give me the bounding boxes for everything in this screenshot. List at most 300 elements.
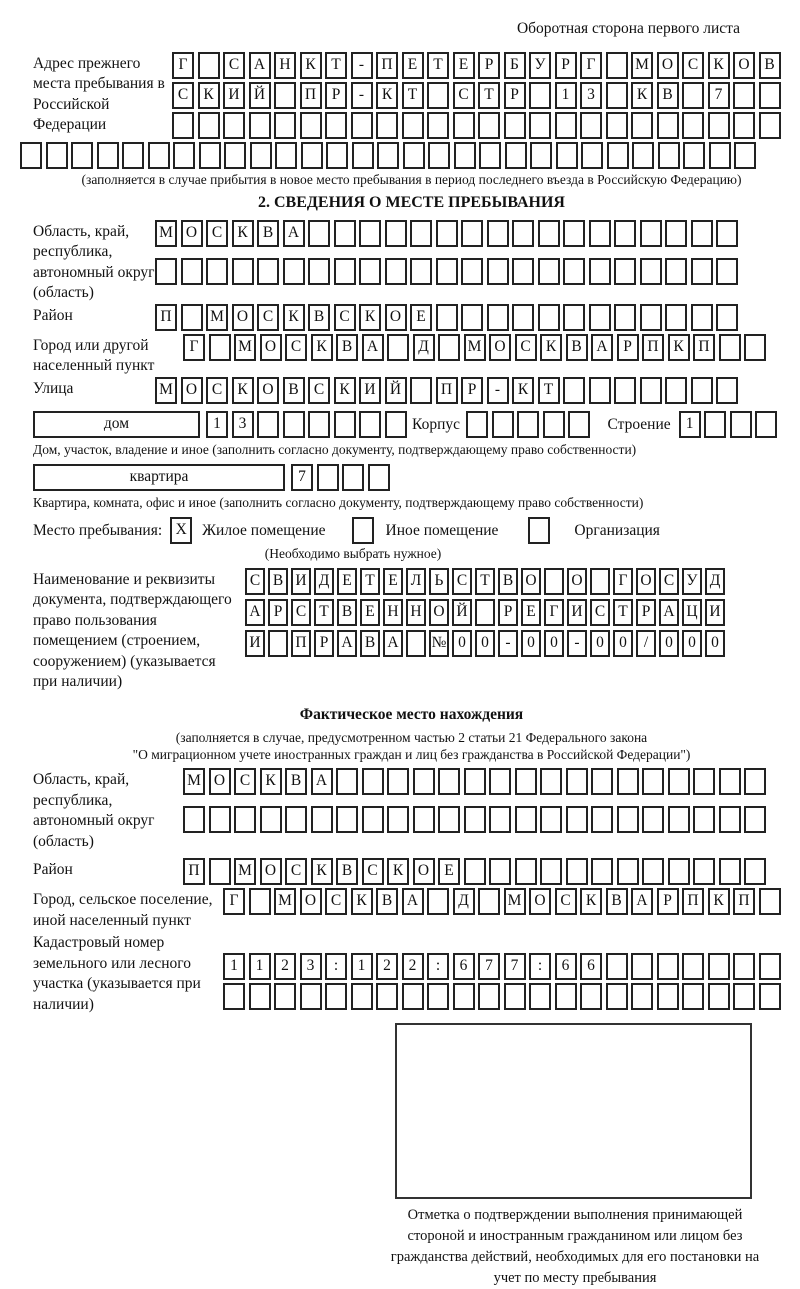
char-cell[interactable] <box>568 411 590 438</box>
char-cell[interactable] <box>556 142 578 169</box>
char-cell[interactable]: Е <box>337 568 357 595</box>
char-cell[interactable]: - <box>567 630 587 657</box>
char-cell[interactable]: А <box>311 768 333 795</box>
char-cell[interactable] <box>744 768 766 795</box>
char-cell[interactable] <box>759 112 781 139</box>
char-cell[interactable] <box>716 220 738 247</box>
char-cell[interactable] <box>538 258 560 285</box>
char-cell[interactable]: Й <box>452 599 472 626</box>
char-cell[interactable]: У <box>682 568 702 595</box>
char-cell[interactable]: К <box>232 220 254 247</box>
char-cell[interactable] <box>512 304 534 331</box>
char-cell[interactable] <box>657 983 679 1010</box>
char-cell[interactable] <box>352 142 374 169</box>
char-cell[interactable]: Р <box>504 82 526 109</box>
char-cell[interactable]: П <box>693 334 715 361</box>
char-cell[interactable]: Д <box>705 568 725 595</box>
char-cell[interactable]: : <box>427 953 449 980</box>
char-cell[interactable] <box>209 806 231 833</box>
char-cell[interactable] <box>617 858 639 885</box>
char-cell[interactable] <box>538 220 560 247</box>
char-cell[interactable] <box>668 806 690 833</box>
char-cell[interactable] <box>529 112 551 139</box>
char-cell[interactable] <box>464 806 486 833</box>
char-cell[interactable]: К <box>359 304 381 331</box>
char-cell[interactable]: М <box>183 768 205 795</box>
char-cell[interactable]: К <box>198 82 220 109</box>
char-cell[interactable] <box>385 258 407 285</box>
char-cell[interactable]: 1 <box>679 411 701 438</box>
char-cell[interactable] <box>234 806 256 833</box>
char-cell[interactable]: О <box>636 568 656 595</box>
char-cell[interactable] <box>274 82 296 109</box>
char-cell[interactable] <box>359 220 381 247</box>
char-cell[interactable]: О <box>413 858 435 885</box>
char-cell[interactable] <box>232 258 254 285</box>
char-cell[interactable] <box>300 983 322 1010</box>
char-cell[interactable]: О <box>733 52 755 79</box>
char-cell[interactable] <box>325 112 347 139</box>
char-cell[interactable] <box>336 768 358 795</box>
char-cell[interactable] <box>223 983 245 1010</box>
char-cell[interactable] <box>198 52 220 79</box>
char-cell[interactable] <box>665 220 687 247</box>
char-cell[interactable]: А <box>383 630 403 657</box>
char-cell[interactable]: Е <box>402 52 424 79</box>
char-cell[interactable]: В <box>336 334 358 361</box>
char-cell[interactable]: А <box>245 599 265 626</box>
char-cell[interactable]: Р <box>657 888 679 915</box>
char-cell[interactable] <box>387 334 409 361</box>
char-cell[interactable] <box>708 983 730 1010</box>
char-cell[interactable]: К <box>631 82 653 109</box>
char-cell[interactable]: Р <box>325 82 347 109</box>
char-cell[interactable]: О <box>181 220 203 247</box>
char-cell[interactable]: Г <box>223 888 245 915</box>
char-cell[interactable] <box>311 806 333 833</box>
char-cell[interactable] <box>257 411 279 438</box>
char-cell[interactable] <box>668 858 690 885</box>
char-cell[interactable] <box>716 258 738 285</box>
char-cell[interactable]: А <box>283 220 305 247</box>
char-cell[interactable] <box>402 983 424 1010</box>
char-cell[interactable] <box>555 112 577 139</box>
char-cell[interactable]: 0 <box>682 630 702 657</box>
char-cell[interactable]: С <box>555 888 577 915</box>
char-cell[interactable]: 1 <box>223 953 245 980</box>
char-cell[interactable] <box>606 82 628 109</box>
char-cell[interactable] <box>325 983 347 1010</box>
char-cell[interactable] <box>317 464 339 491</box>
char-cell[interactable] <box>385 411 407 438</box>
char-cell[interactable]: М <box>155 377 177 404</box>
char-cell[interactable] <box>709 142 731 169</box>
char-cell[interactable] <box>326 142 348 169</box>
char-cell[interactable] <box>464 858 486 885</box>
char-cell[interactable] <box>268 630 288 657</box>
char-cell[interactable] <box>461 304 483 331</box>
char-cell[interactable] <box>478 112 500 139</box>
char-cell[interactable]: П <box>183 858 205 885</box>
char-cell[interactable] <box>489 806 511 833</box>
char-cell[interactable] <box>631 112 653 139</box>
char-cell[interactable] <box>342 464 364 491</box>
char-cell[interactable]: С <box>206 220 228 247</box>
char-cell[interactable] <box>682 112 704 139</box>
char-cell[interactable] <box>631 953 653 980</box>
char-cell[interactable] <box>517 411 539 438</box>
char-cell[interactable]: Е <box>438 858 460 885</box>
char-cell[interactable]: К <box>668 334 690 361</box>
char-cell[interactable]: В <box>285 768 307 795</box>
char-cell[interactable]: А <box>659 599 679 626</box>
char-cell[interactable] <box>540 858 562 885</box>
char-cell[interactable]: О <box>385 304 407 331</box>
char-cell[interactable]: С <box>285 858 307 885</box>
char-cell[interactable]: К <box>351 888 373 915</box>
char-cell[interactable]: Б <box>504 52 526 79</box>
char-cell[interactable]: Г <box>183 334 205 361</box>
char-cell[interactable] <box>173 142 195 169</box>
char-cell[interactable] <box>512 258 534 285</box>
char-cell[interactable] <box>744 858 766 885</box>
char-cell[interactable] <box>665 377 687 404</box>
char-cell[interactable]: / <box>636 630 656 657</box>
stay-type-checkbox-organization[interactable] <box>528 517 550 544</box>
char-cell[interactable]: 3 <box>232 411 254 438</box>
char-cell[interactable] <box>334 411 356 438</box>
char-cell[interactable]: С <box>291 599 311 626</box>
char-cell[interactable] <box>708 112 730 139</box>
char-cell[interactable]: 1 <box>206 411 228 438</box>
char-cell[interactable] <box>691 220 713 247</box>
char-cell[interactable]: Т <box>478 82 500 109</box>
char-cell[interactable]: К <box>540 334 562 361</box>
char-cell[interactable]: Е <box>383 568 403 595</box>
char-cell[interactable]: Р <box>636 599 656 626</box>
char-cell[interactable]: В <box>360 630 380 657</box>
char-cell[interactable] <box>719 334 741 361</box>
char-cell[interactable] <box>614 258 636 285</box>
char-cell[interactable]: В <box>308 304 330 331</box>
char-cell[interactable]: № <box>429 630 449 657</box>
char-cell[interactable] <box>351 112 373 139</box>
char-cell[interactable] <box>529 82 551 109</box>
char-cell[interactable] <box>631 983 653 1010</box>
char-cell[interactable] <box>563 377 585 404</box>
char-cell[interactable] <box>308 411 330 438</box>
char-cell[interactable]: : <box>529 953 551 980</box>
char-cell[interactable]: М <box>464 334 486 361</box>
char-cell[interactable] <box>733 82 755 109</box>
char-cell[interactable] <box>606 112 628 139</box>
char-cell[interactable] <box>693 858 715 885</box>
char-cell[interactable] <box>744 806 766 833</box>
char-cell[interactable] <box>249 983 271 1010</box>
char-cell[interactable]: О <box>232 304 254 331</box>
char-cell[interactable]: О <box>209 768 231 795</box>
char-cell[interactable] <box>285 806 307 833</box>
char-cell[interactable]: М <box>206 304 228 331</box>
char-cell[interactable] <box>300 112 322 139</box>
char-cell[interactable] <box>478 888 500 915</box>
char-cell[interactable] <box>410 220 432 247</box>
char-cell[interactable]: Ь <box>429 568 449 595</box>
char-cell[interactable] <box>730 411 752 438</box>
char-cell[interactable]: К <box>512 377 534 404</box>
char-cell[interactable] <box>665 304 687 331</box>
char-cell[interactable]: М <box>155 220 177 247</box>
char-cell[interactable]: В <box>336 858 358 885</box>
char-cell[interactable]: Р <box>461 377 483 404</box>
char-cell[interactable]: Г <box>172 52 194 79</box>
char-cell[interactable] <box>257 258 279 285</box>
char-cell[interactable]: Р <box>617 334 639 361</box>
char-cell[interactable]: 6 <box>555 953 577 980</box>
char-cell[interactable]: Р <box>268 599 288 626</box>
char-cell[interactable] <box>591 858 613 885</box>
char-cell[interactable] <box>461 220 483 247</box>
char-cell[interactable] <box>351 983 373 1010</box>
char-cell[interactable]: И <box>705 599 725 626</box>
char-cell[interactable] <box>589 258 611 285</box>
char-cell[interactable]: С <box>452 568 472 595</box>
char-cell[interactable]: В <box>257 220 279 247</box>
char-cell[interactable] <box>97 142 119 169</box>
char-cell[interactable]: С <box>334 304 356 331</box>
char-cell[interactable] <box>759 888 781 915</box>
char-cell[interactable] <box>617 806 639 833</box>
char-cell[interactable] <box>427 82 449 109</box>
char-cell[interactable] <box>274 112 296 139</box>
char-cell[interactable] <box>719 806 741 833</box>
char-cell[interactable]: 3 <box>580 82 602 109</box>
char-cell[interactable]: В <box>268 568 288 595</box>
char-cell[interactable] <box>223 112 245 139</box>
char-cell[interactable] <box>376 112 398 139</box>
char-cell[interactable] <box>704 411 726 438</box>
char-cell[interactable] <box>606 953 628 980</box>
char-cell[interactable]: О <box>300 888 322 915</box>
char-cell[interactable]: Т <box>475 568 495 595</box>
char-cell[interactable] <box>566 806 588 833</box>
char-cell[interactable] <box>607 142 629 169</box>
char-cell[interactable]: С <box>172 82 194 109</box>
char-cell[interactable] <box>403 142 425 169</box>
char-cell[interactable] <box>540 768 562 795</box>
char-cell[interactable] <box>438 806 460 833</box>
char-cell[interactable]: П <box>291 630 311 657</box>
char-cell[interactable] <box>454 142 476 169</box>
stay-type-checkbox-residential[interactable]: X <box>170 517 192 544</box>
char-cell[interactable] <box>122 142 144 169</box>
char-cell[interactable] <box>466 411 488 438</box>
char-cell[interactable] <box>487 304 509 331</box>
char-cell[interactable] <box>181 304 203 331</box>
char-cell[interactable] <box>591 768 613 795</box>
char-cell[interactable] <box>640 377 662 404</box>
char-cell[interactable] <box>308 258 330 285</box>
char-cell[interactable] <box>413 806 435 833</box>
char-cell[interactable]: - <box>487 377 509 404</box>
char-cell[interactable]: Т <box>613 599 633 626</box>
char-cell[interactable] <box>249 888 271 915</box>
char-cell[interactable]: В <box>376 888 398 915</box>
char-cell[interactable] <box>377 142 399 169</box>
char-cell[interactable] <box>566 768 588 795</box>
char-cell[interactable] <box>475 599 495 626</box>
char-cell[interactable] <box>427 983 449 1010</box>
char-cell[interactable]: 0 <box>452 630 472 657</box>
char-cell[interactable]: С <box>245 568 265 595</box>
char-cell[interactable] <box>334 220 356 247</box>
char-cell[interactable]: Е <box>521 599 541 626</box>
char-cell[interactable] <box>387 768 409 795</box>
char-cell[interactable] <box>755 411 777 438</box>
char-cell[interactable]: О <box>260 858 282 885</box>
char-cell[interactable]: В <box>283 377 305 404</box>
char-cell[interactable]: П <box>300 82 322 109</box>
char-cell[interactable] <box>198 112 220 139</box>
char-cell[interactable]: В <box>566 334 588 361</box>
char-cell[interactable] <box>453 983 475 1010</box>
char-cell[interactable]: О <box>260 334 282 361</box>
char-cell[interactable] <box>406 630 426 657</box>
char-cell[interactable] <box>543 411 565 438</box>
char-cell[interactable]: У <box>529 52 551 79</box>
char-cell[interactable]: С <box>206 377 228 404</box>
char-cell[interactable]: К <box>260 768 282 795</box>
char-cell[interactable]: Г <box>580 52 602 79</box>
char-cell[interactable] <box>563 304 585 331</box>
char-cell[interactable] <box>530 142 552 169</box>
char-cell[interactable] <box>438 768 460 795</box>
char-cell[interactable] <box>589 304 611 331</box>
char-cell[interactable]: С <box>362 858 384 885</box>
char-cell[interactable]: С <box>682 52 704 79</box>
char-cell[interactable]: К <box>311 334 333 361</box>
char-cell[interactable]: Й <box>385 377 407 404</box>
char-cell[interactable]: К <box>300 52 322 79</box>
char-cell[interactable] <box>385 220 407 247</box>
char-cell[interactable]: : <box>325 953 347 980</box>
char-cell[interactable] <box>427 888 449 915</box>
char-cell[interactable] <box>199 142 221 169</box>
char-cell[interactable]: И <box>245 630 265 657</box>
char-cell[interactable] <box>413 768 435 795</box>
char-cell[interactable]: Т <box>314 599 334 626</box>
char-cell[interactable] <box>478 983 500 1010</box>
char-cell[interactable]: С <box>257 304 279 331</box>
char-cell[interactable] <box>308 220 330 247</box>
char-cell[interactable]: К <box>708 888 730 915</box>
char-cell[interactable] <box>642 858 664 885</box>
char-cell[interactable]: Н <box>406 599 426 626</box>
char-cell[interactable] <box>487 220 509 247</box>
char-cell[interactable]: Н <box>274 52 296 79</box>
char-cell[interactable]: - <box>498 630 518 657</box>
char-cell[interactable]: 1 <box>249 953 271 980</box>
char-cell[interactable]: К <box>580 888 602 915</box>
char-cell[interactable] <box>614 377 636 404</box>
char-cell[interactable] <box>504 983 526 1010</box>
char-cell[interactable] <box>250 142 272 169</box>
char-cell[interactable]: А <box>249 52 271 79</box>
char-cell[interactable] <box>181 258 203 285</box>
char-cell[interactable]: Т <box>402 82 424 109</box>
char-cell[interactable] <box>617 768 639 795</box>
char-cell[interactable]: С <box>453 82 475 109</box>
char-cell[interactable] <box>642 806 664 833</box>
char-cell[interactable] <box>283 411 305 438</box>
char-cell[interactable]: О <box>567 568 587 595</box>
char-cell[interactable]: О <box>521 568 541 595</box>
char-cell[interactable] <box>589 377 611 404</box>
char-cell[interactable] <box>716 304 738 331</box>
char-cell[interactable]: И <box>567 599 587 626</box>
char-cell[interactable]: 7 <box>291 464 313 491</box>
char-cell[interactable] <box>590 568 610 595</box>
char-cell[interactable] <box>614 304 636 331</box>
char-cell[interactable]: Р <box>555 52 577 79</box>
char-cell[interactable]: Р <box>478 52 500 79</box>
char-cell[interactable]: А <box>337 630 357 657</box>
char-cell[interactable] <box>504 112 526 139</box>
char-cell[interactable]: П <box>155 304 177 331</box>
char-cell[interactable] <box>716 377 738 404</box>
char-cell[interactable]: О <box>657 52 679 79</box>
char-cell[interactable] <box>759 983 781 1010</box>
char-cell[interactable] <box>581 142 603 169</box>
char-cell[interactable]: К <box>283 304 305 331</box>
char-cell[interactable]: 0 <box>613 630 633 657</box>
char-cell[interactable] <box>682 983 704 1010</box>
char-cell[interactable]: К <box>232 377 254 404</box>
char-cell[interactable] <box>453 112 475 139</box>
char-cell[interactable] <box>657 953 679 980</box>
char-cell[interactable] <box>682 953 704 980</box>
char-cell[interactable]: М <box>631 52 653 79</box>
char-cell[interactable]: 2 <box>402 953 424 980</box>
char-cell[interactable]: О <box>181 377 203 404</box>
char-cell[interactable]: И <box>359 377 381 404</box>
char-cell[interactable]: Ц <box>682 599 702 626</box>
char-cell[interactable]: Л <box>406 568 426 595</box>
char-cell[interactable]: Е <box>453 52 475 79</box>
stay-type-checkbox-other[interactable] <box>352 517 374 544</box>
char-cell[interactable]: Е <box>360 599 380 626</box>
char-cell[interactable]: С <box>223 52 245 79</box>
char-cell[interactable]: П <box>733 888 755 915</box>
char-cell[interactable]: К <box>387 858 409 885</box>
char-cell[interactable]: В <box>657 82 679 109</box>
char-cell[interactable]: С <box>285 334 307 361</box>
char-cell[interactable] <box>489 768 511 795</box>
char-cell[interactable]: С <box>515 334 537 361</box>
char-cell[interactable]: О <box>489 334 511 361</box>
char-cell[interactable] <box>183 806 205 833</box>
char-cell[interactable] <box>428 142 450 169</box>
char-cell[interactable] <box>489 858 511 885</box>
char-cell[interactable] <box>172 112 194 139</box>
char-cell[interactable]: Р <box>314 630 334 657</box>
char-cell[interactable] <box>563 220 585 247</box>
char-cell[interactable]: Т <box>325 52 347 79</box>
char-cell[interactable] <box>589 220 611 247</box>
char-cell[interactable]: М <box>504 888 526 915</box>
char-cell[interactable] <box>540 806 562 833</box>
char-cell[interactable]: Д <box>413 334 435 361</box>
